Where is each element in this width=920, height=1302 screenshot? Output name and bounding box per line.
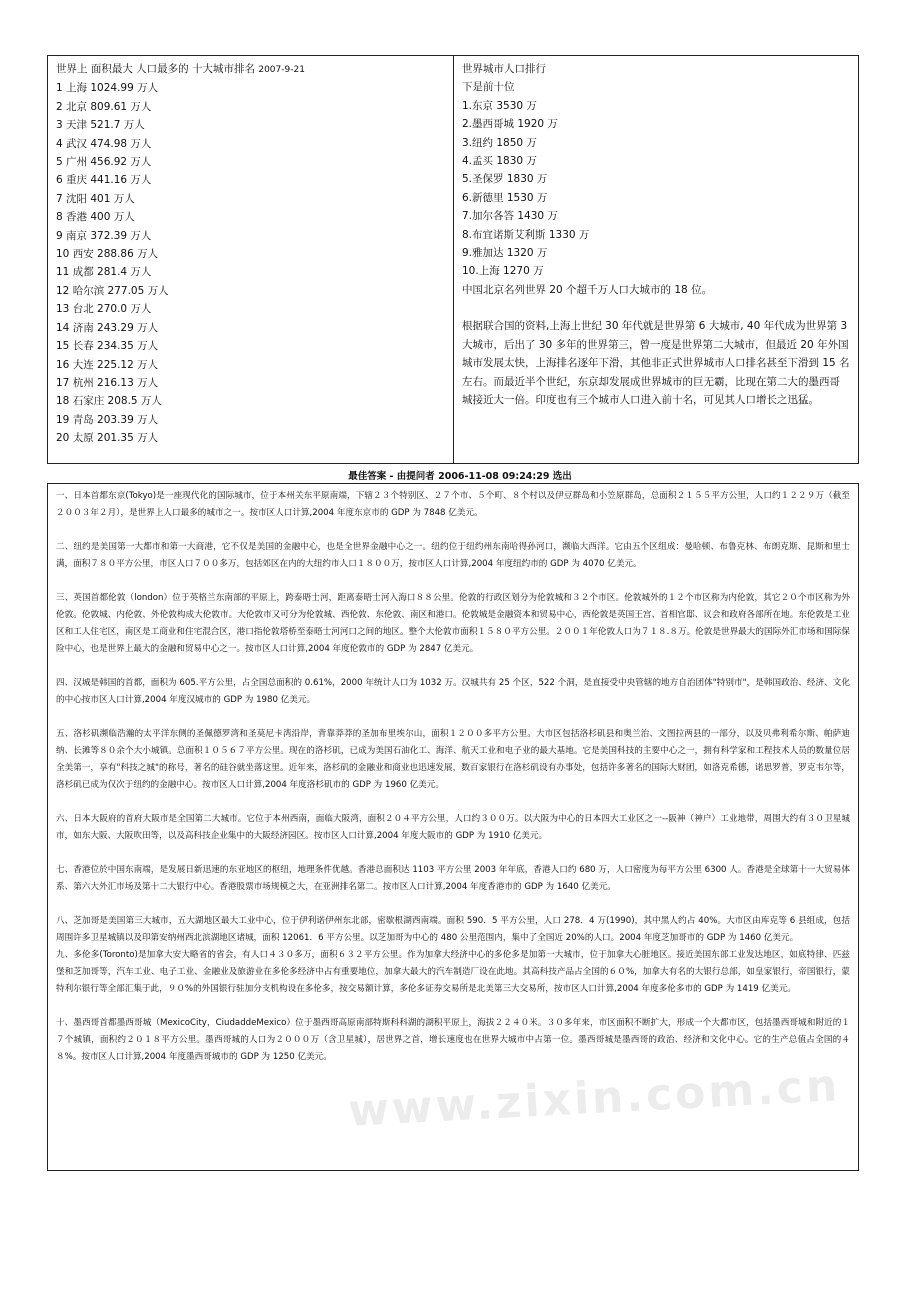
world-ranking-item: 4.孟买 1830 万 [462, 155, 537, 168]
beijing-note: 中国北京名列世界 20 个超千万人口大城市的 18 位。 [462, 283, 713, 296]
ranking-item: 4 武汉 474.98 万人 [56, 137, 152, 150]
world-ranking-item: 8.布宜诺斯艾利斯 1330 万 [462, 228, 590, 241]
world-ranking-item: 5.圣保罗 1830 万 [462, 173, 548, 186]
ranking-item: 1 上海 1024.99 万人 [56, 82, 159, 95]
answer-osaka: 六、日本大阪府的首府大阪市是全国第二大城市。它位于本州西南，面临大阪湾，面积２０４平方公里，人口约３００万。以大阪为中心的日本四大工业区之一--阪神（神户）工业地带，周围大约有３０卫星城市，如东大阪、大阪吹田等，以及高科技企业集中的大阪经济园区。按市区人口计算,2004 年度大阪市的 GDP 为 1910 亿美元。 [56, 814, 850, 841]
best-answer-header: 最佳答案 - 由提问者 2006-11-08 09:24:29 选出 [348, 471, 572, 482]
left-date: 2007-9-21 [258, 65, 305, 75]
ranking-item: 13 台北 270.0 万人 [56, 303, 152, 316]
ranking-item: 3 天津 521.7 万人 [56, 119, 145, 132]
ranking-item: 19 青岛 203.39 万人 [56, 413, 159, 426]
world-ranking-item: 6.新德里 1530 万 [462, 191, 548, 204]
world-ranking-item: 10.上海 1270 万 [462, 265, 544, 278]
watermark: www.zixin.com.cn [347, 1060, 842, 1137]
answer-chicago: 八、芝加哥是美国第三大城市，五大湖地区最大工业中心，位于伊利诺伊州东北部，密歇根湖西南端。面积 590．5 平方公里，人口 278．4 万(1990)，其中黑人约占 40%。大市区由库克等 6 县组成，包括周围许多卫星城镇以及印第安纳州西北滨湖地区诸城，面积 12061．6 平方公里。以芝加哥为中心的 480 公里范围内，集中了全国近 20%的人口。2004 年度芝加哥市的 GDP 为 1460 亿美元。 [56, 916, 850, 943]
answer-mexico-city: 十、墨西哥首都墨西哥城（MexicoCity，CiudaddeMexico）位于墨西哥高原南部特斯科科湖的湖积平原上，海拔２２４０米。３０多年来，市区面积不断扩大，形成一个大都市区，包括墨西哥城和附近的１７个城镇，面积约２０１８平方公里。墨西哥城的人口为２０００万（含卫星城），居世界之首，增长速度也在世界大城市中占第一位。墨西哥城是墨西哥的政治、经济和文化中心。它的生产总值占全国的４８%。按市区人口计算,2004 年度墨西哥城市的 GDP 为 1250 亿美元。 [56, 1018, 850, 1062]
ranking-item: 15 长春 234.35 万人 [56, 340, 159, 353]
china-city-ranking [48, 56, 454, 463]
ranking-item: 18 石家庄 208.5 万人 [56, 395, 162, 408]
ranking-item: 14 济南 243.29 万人 [56, 321, 159, 334]
ranking-item: 20 太原 201.35 万人 [56, 432, 159, 445]
answer-box [47, 483, 859, 1171]
answer-tokyo: 一、日本首都东京(Tokyo)是一座现代化的国际城市，位于本州关东平原南端，下辖２３个特别区、２７个市、５个町、８个村以及伊豆群岛和小笠原群岛，总面积２１５５平方公里，人口约１２２９万（截至２００３年２月），是世界上人口最多的城市之一。按市区人口计算,2004 年度东京市的 GDP 为 7848 亿美元。 [56, 491, 850, 518]
ranking-item: 16 大连 225.12 万人 [56, 358, 159, 371]
ranking-item: 7 沈阳 401 万人 [56, 192, 135, 205]
world-ranking-item: 3.纽约 1850 万 [462, 136, 537, 149]
answer-seoul: 四、汉城是韩国的首都，面积为 605.平方公里，占全国总面积的 0.61%，2000 年统计人口为 1032 万。汉城共有 25 个区，522 个洞，是直接受中央管辖的地方自治团体"特别市"，是韩国政治、经济、文化的中心按市区人口计算,2004 年度汉城市的 GDP 为 1980 亿美元。 [56, 678, 850, 705]
ranking-item: 9 南京 372.39 万人 [56, 229, 152, 242]
answer-los-angeles: 五、洛杉矶濒临浩瀚的太平洋东侧的圣佩德罗湾和圣莫尼卡湾沿岸，背靠莽莽的圣加布里埃尔山，面积１２００多平方公里。大市区包括洛杉矶县和奥兰治、文图拉两县的一部分，以及贝弗利希尔斯、帕萨迪纳、长滩等８０余个大小城镇。总面积１０５６７平方公里。现在的洛杉矶，已成为美国石油化工、海洋、航天工业和电子业的最大基地。它是美国科技的主要中心之一，拥有科学家和工程技术人员的数量位居全美第一，享有"科技之城"的称号，著名的硅谷就坐落这里。近年来，洛杉矶的金融业和商业也迅速发展，数百家银行在洛杉矶设有办事处，包括许多著名的国际大财团，如洛克希德，诺思罗普，罗克韦尔等，洛杉矶已成为仅次于纽约的金融中心。按市区人口计算,2004 年度洛杉矶市的 GDP 为 1960 亿美元。 [56, 729, 850, 790]
right-subtitle: 下是前十位 [462, 81, 515, 94]
un-data-paragraph: 根据联合国的资料,上海上世纪 30 年代就是世界第 6 大城市, 40 年代成为世界第 3 大城市，后出了 30 多年的世界第三，曾一度是世界第二大城市，但最近 20 年外国城市发展太快，上海排名逐年下滑，其他非正式世界城市人口排名甚至下滑到 15 名左右。而最近半个世纪，东京却发展成世界城市的巨无霸，比现在第二大的墨西哥城接近大一倍。印度也有三个城市人口进入前十名，可见其人口增长之迅猛。 [462, 320, 850, 406]
left-title-line [56, 60, 445, 79]
answer-toronto: 九、多伦多(Toronto)是加拿大安大略省的省会，有人口４３０多万，面积６３２平方公里。作为加拿大经济中心的多伦多是加第一大城市，位于加拿大心脏地区。接近美国东部工业发达地区，如底特律、匹兹堡和芝加哥等，汽车工业、电子工业、金融业及旅游业在多伦多经济中占有重要地位，加拿大最大的汽车制造厂设在此地。其高科技产品占全国的６０%，加拿大有名的大银行总部，如皇家银行，帝国银行，蒙特利尔银行等全部汇集于此，９０%的外国银行驻加分支机构设在多伦多，按交易额计算，多伦多证券交易所是北美第三大交易所，按市区人口计算,2004 年度多伦多市的 GDP 为 1419 亿美元。 [56, 950, 850, 994]
ranking-item: 6 重庆 441.16 万人 [56, 174, 152, 187]
world-ranking-item: 1.东京 3530 万 [462, 99, 537, 112]
world-ranking-item: 7.加尔各答 1430 万 [462, 210, 558, 223]
answer-london: 三、英国首都伦敦（london）位于英格兰东南部的平原上，跨泰晤士河，距离泰晤士河入海口８８公里。伦敦的行政区划分为伦敦城和３２个市区。伦敦城外的１２个市区称为内伦敦，其它２０个市区称为外伦敦。伦敦城、内伦敦、外伦敦构成大伦敦市。大伦敦市又可分为伦敦城、西伦敦、东伦敦、南区和港口。伦敦城是金融资本和贸易中心，西伦敦是英国王宫、首相官邸、议会和政府各部所在地。东伦敦是工业区和工人住宅区，南区是工商业和住宅混合区，港口指伦敦塔桥至泰晤士河河口之间的地区。整个大伦敦市面积１５８０平方公里。２００１年伦敦人口为７１８.８万。伦敦是世界最大的国际外汇市场和国际保险中心，也是世界上最大的金融和贸易中心之一。按市区人口计算,2004 年度伦敦市的 GDP 为 2847 亿美元。 [56, 593, 850, 654]
ranking-item: 11 成都 281.4 万人 [56, 266, 152, 279]
ranking-item: 17 杭州 216.13 万人 [56, 376, 159, 389]
world-ranking-item: 2.墨西哥城 1920 万 [462, 118, 558, 131]
world-city-ranking [454, 56, 858, 463]
right-title: 世界城市人口排行 [462, 63, 546, 75]
answer-hong-kong: 七、香港位於中国东南端，是发展日新迅速的东亚地区的枢纽，地理条件优越。香港总面积达 1103 平方公里 2003 年年底，香港人口约 680 万，人口密度为每平方公里 6300 人。香港是全球第十一大贸易体系、第六大外汇市场及第十二大银行中心。香港股票市场规模之大，在亚洲排名第二。按市区人口计算,2004 年度香港市的 GDP 为 1640 亿美元。 [56, 865, 850, 892]
left-title: 世界上 面积最大 人口最多的 十大城市排名 [56, 63, 256, 75]
ranking-item: 5 广州 456.92 万人 [56, 156, 152, 169]
ranking-item: 10 西安 288.86 万人 [56, 248, 159, 261]
ranking-item: 2 北京 809.61 万人 [56, 100, 152, 113]
answer-new-york: 二、纽约是美国第一大都市和第一大商港，它不仅是美国的金融中心，也是全世界金融中心之一。纽约位于纽约州东南哈得孙河口，濒临大西洋。它由五个区组成：曼哈顿、布鲁克林、布朗克斯、昆斯和里士满，面积７８０平方公里，市区人口７００多万，包括郊区在内的大纽约市人口１８００万，按市区人口计算,2004 年度纽约市的 GDP 为 4070 亿美元。 [56, 542, 850, 569]
top-table [47, 55, 859, 464]
ranking-item: 8 香港 400 万人 [56, 211, 135, 224]
ranking-item: 12 哈尔滨 277.05 万人 [56, 284, 169, 297]
spacer [462, 299, 850, 317]
world-ranking-item: 9.雅加达 1320 万 [462, 247, 548, 260]
